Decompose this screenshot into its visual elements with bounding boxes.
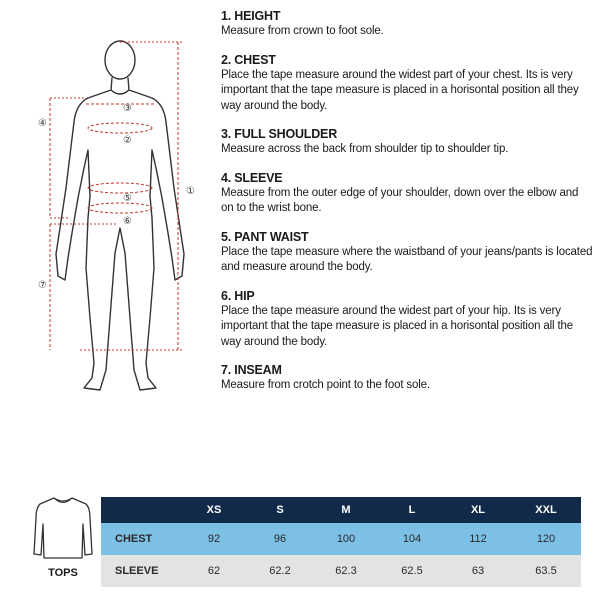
marker-chest: ②	[123, 135, 132, 146]
size-header: S	[247, 497, 313, 523]
step-title: 5. PANT WAIST	[221, 229, 309, 244]
step-description: Place the tape measure where the waistband of your jeans/pants is located and measure around the body.	[221, 245, 593, 273]
body-outline	[56, 41, 184, 390]
size-header: XL	[445, 497, 511, 523]
table-cell: 100	[313, 523, 379, 555]
human-body-diagram	[20, 18, 220, 398]
marker-hip: ⑥	[123, 216, 132, 227]
waist-guide	[88, 183, 152, 193]
marker-waist: ⑤	[123, 193, 132, 204]
head-outline	[105, 41, 135, 79]
step-title: 2. CHEST	[221, 52, 276, 67]
hip-guide	[88, 203, 152, 213]
table-cell: 62	[181, 555, 247, 587]
row-label: SLEEVE	[101, 555, 181, 587]
table-cell: 96	[247, 523, 313, 555]
guide-markers	[38, 103, 195, 291]
marker-sleeve: ④	[38, 118, 47, 129]
table-cell: 92	[181, 523, 247, 555]
table-cell: 62.2	[247, 555, 313, 587]
chest-guide	[88, 123, 152, 133]
step-description: Measure from crown to foot sole.	[221, 25, 384, 37]
step-inseam	[221, 362, 593, 394]
step-description: Measure from the outer edge of your shoulder, down over the elbow and on to the wrist bone.	[221, 186, 579, 214]
size-header: L	[379, 497, 445, 523]
marker-height: ①	[186, 186, 195, 197]
step-chest	[221, 52, 593, 115]
header-empty-cell	[101, 497, 181, 523]
size-chart-table	[101, 497, 581, 587]
step-description: Place the tape measure around the widest part of your chest. Its is very important that the tape measure is placed in a horisontal position all they way around the body.	[221, 68, 579, 112]
step-title: 6. HIP	[221, 288, 255, 303]
step-description: Measure from crotch point to the foot sole.	[221, 379, 430, 391]
table-cell: 63	[445, 555, 511, 587]
table-row-chest	[101, 523, 581, 555]
body-measurement-figure	[20, 18, 220, 398]
tops-label: TOPS	[48, 567, 78, 579]
step-sleeve	[221, 170, 593, 217]
table-cell: 104	[379, 523, 445, 555]
marker-shoulder: ③	[123, 103, 132, 114]
table-row-sleeve	[101, 555, 581, 587]
table-cell: 120	[511, 523, 581, 555]
body-silhouette	[56, 78, 184, 390]
measurement-instructions	[221, 8, 593, 406]
sweater-icon	[32, 494, 94, 562]
step-full-shoulder	[221, 126, 593, 158]
step-title: 1. HEIGHT	[221, 9, 281, 23]
size-header: XXL	[511, 497, 581, 523]
size-header-row	[101, 497, 581, 523]
step-pant-waist	[221, 229, 593, 276]
marker-inseam: ⑦	[38, 280, 47, 291]
row-label: CHEST	[101, 523, 181, 555]
table-cell: 112	[445, 523, 511, 555]
step-hip	[221, 288, 593, 351]
table-cell: 63.5	[511, 555, 581, 587]
size-header: M	[313, 497, 379, 523]
step-title: 4. SLEEVE	[221, 170, 283, 185]
size-header: XS	[181, 497, 247, 523]
step-height	[221, 8, 593, 40]
table-cell: 62.5	[379, 555, 445, 587]
tops-category	[28, 492, 98, 590]
collar-line	[111, 90, 129, 94]
step-title: 7. INSEAM	[221, 363, 282, 377]
step-title: 3. FULL SHOULDER	[221, 127, 338, 141]
step-description: Measure across the back from shoulder tip to shoulder tip.	[221, 143, 509, 155]
step-description: Place the tape measure around the widest part of your hip. Its is very important that the tape measure is placed in a horisontal position all the way around the body.	[221, 304, 574, 348]
table-cell: 62.3	[313, 555, 379, 587]
